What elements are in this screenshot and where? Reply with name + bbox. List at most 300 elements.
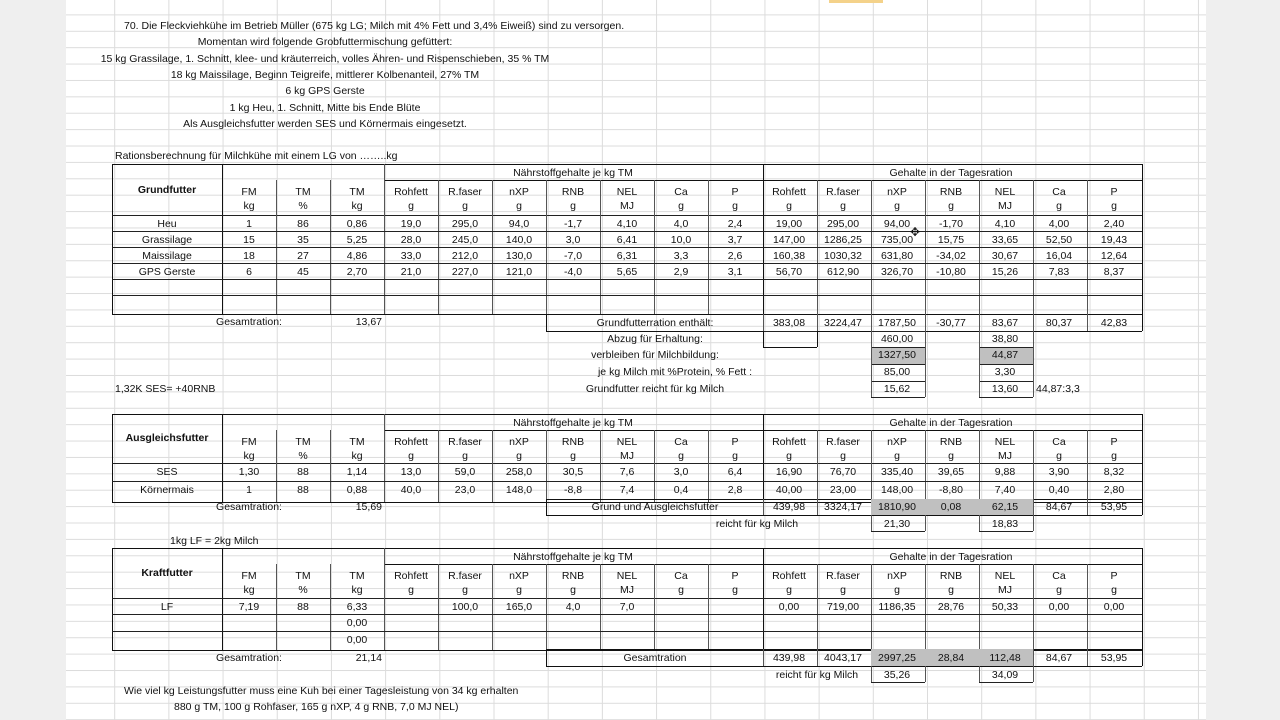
cell-value: 7,83	[1048, 266, 1070, 278]
cell-value: 160,38	[772, 250, 806, 262]
reicht-label: reicht für kg Milch	[775, 669, 859, 681]
ses-note: 1,32K SES= +40RNB	[115, 383, 216, 395]
column-header: R.faser	[826, 436, 860, 448]
table-border	[1033, 499, 1034, 515]
column-unit: g	[516, 450, 522, 462]
cell-value: 23,0	[454, 484, 476, 496]
column-header: Ca	[1052, 186, 1066, 198]
table-border	[112, 414, 1142, 415]
cell-value: 148,0	[505, 484, 533, 496]
table-border	[384, 430, 1142, 431]
cell-value: 94,00	[883, 218, 911, 230]
column-header: Ca	[674, 186, 688, 198]
table-border	[979, 564, 980, 650]
column-unit: g	[948, 450, 954, 462]
feed-name: Grassilage	[141, 234, 193, 246]
column-unit: g	[732, 450, 738, 462]
reicht-nel: 13,60	[991, 383, 1019, 395]
cell-value: 15	[243, 234, 255, 246]
table-border	[492, 430, 493, 502]
column-unit: g	[408, 200, 414, 212]
column-unit: g	[1111, 450, 1117, 462]
cell-value: 18	[243, 250, 255, 262]
column-unit: g	[840, 450, 846, 462]
reicht-label: reicht für kg Milch	[715, 518, 799, 530]
cell-value: 21,0	[400, 266, 422, 278]
cell-value: 612,90	[826, 266, 860, 278]
cell-value: 52,50	[1045, 234, 1073, 246]
table-border	[817, 331, 818, 347]
cell-value: 8,37	[1103, 266, 1125, 278]
intro-line: 6 kg GPS Gerste	[285, 85, 365, 98]
column-unit: g	[894, 450, 900, 462]
intro-line: 70. Die Fleckviehkühe im Betrieb Müller (675 kg LG; Milch mit 4% Fett und 3,4% Eiweiß) sind zu versorgen.	[124, 20, 625, 32]
column-unit: g	[462, 450, 468, 462]
cell-value: 56,70	[775, 266, 803, 278]
table-border	[112, 215, 1142, 216]
reicht-nel: 18,83	[991, 518, 1019, 530]
intro-line: 18 kg Maissilage, Beginn Teigreife, mittlerer Kolbenanteil, 27% TM	[170, 68, 480, 81]
column-unit: g	[840, 200, 846, 212]
sum-value: 4043,17	[824, 652, 862, 664]
table-border	[979, 381, 1033, 382]
column-unit: g	[840, 584, 846, 596]
header-naehrstoff: Nährstoffgehalte je kg TM	[513, 167, 633, 179]
enthaelt-value: 3224,47	[824, 317, 862, 329]
gesamt-tm: 21,14	[355, 652, 382, 664]
column-unit: kg	[243, 200, 255, 212]
section-label: Grundfutter	[137, 184, 197, 196]
right-margin	[1206, 0, 1280, 720]
table-border	[871, 430, 872, 502]
table-border	[979, 364, 1033, 365]
column-unit: g	[462, 584, 468, 596]
table-border	[925, 564, 926, 650]
column-header: NEL	[616, 186, 638, 198]
column-header: nXP	[509, 570, 529, 582]
feed-name: GPS Gerste	[138, 266, 196, 278]
table-border	[1142, 314, 1143, 331]
table-border	[276, 430, 277, 502]
cell-value: 2,80	[1103, 484, 1125, 496]
cell-value: 28,76	[937, 601, 965, 613]
table-border	[925, 666, 926, 682]
column-header: NEL	[994, 436, 1016, 448]
left-margin	[0, 0, 66, 720]
column-header: Ca	[674, 436, 688, 448]
cell-value: 5,65	[616, 266, 638, 278]
jekg-nxp: 85,00	[883, 366, 911, 378]
table-border	[871, 397, 925, 398]
column-unit: kg	[243, 584, 255, 596]
cell-value: 0,00	[1103, 601, 1125, 613]
column-header: P	[731, 436, 739, 448]
cell-value: 631,80	[880, 250, 914, 262]
table-border	[330, 564, 331, 650]
cell-value: 7,0	[619, 601, 635, 613]
feed-name: Heu	[157, 218, 177, 230]
table-border	[222, 548, 223, 650]
table-border	[546, 314, 547, 331]
table-border	[871, 666, 872, 682]
sum-value: 2997,25	[878, 652, 916, 664]
table-border	[1142, 548, 1143, 650]
sum-value: 53,95	[1100, 501, 1128, 513]
gesamt-label: Gesamtration:	[216, 316, 282, 328]
cell-value: 7,40	[994, 484, 1016, 496]
table-border	[763, 331, 764, 347]
table-border	[546, 666, 1142, 667]
sum-value: 112,48	[989, 652, 1021, 664]
cell-value: 326,70	[880, 266, 914, 278]
cell-value: 1186,35	[878, 601, 916, 613]
sum-value: 439,98	[772, 501, 806, 513]
column-unit: g	[1056, 200, 1062, 212]
cell-value: 130,0	[505, 250, 533, 262]
table-border	[1087, 649, 1088, 666]
column-header: Ca	[1052, 570, 1066, 582]
cell-value: 40,0	[400, 484, 422, 496]
cell-value: 227,0	[451, 266, 479, 278]
reicht-nxp: 35,26	[883, 669, 911, 681]
gesamt-label: Gesamtration:	[216, 501, 282, 513]
table-border	[1087, 314, 1088, 331]
cell-value: 4,0	[565, 601, 581, 613]
column-header: RNB	[561, 570, 585, 582]
lf-note: 1kg LF = 2kg Milch	[170, 535, 259, 547]
table-border	[1033, 649, 1034, 666]
cell-value: 13,0	[400, 466, 422, 478]
abzug-label: Abzug für Erhaltung:	[607, 333, 703, 345]
column-header: Ca	[674, 570, 688, 582]
cell-value: 50,33	[991, 601, 1019, 613]
cell-value: 719,00	[826, 601, 860, 613]
column-unit: g	[894, 584, 900, 596]
table-border	[979, 430, 980, 502]
table-border	[1142, 649, 1143, 666]
table-border	[817, 649, 818, 666]
column-unit: g	[1056, 450, 1062, 462]
table-border	[979, 331, 1033, 332]
column-header: P	[1110, 570, 1118, 582]
table-border	[546, 430, 547, 502]
cell-value: 88	[297, 466, 309, 478]
table-border	[1142, 499, 1143, 515]
cell-value: 40,00	[775, 484, 803, 496]
verbleiben-nxp: 1327,50	[878, 349, 916, 361]
table-border	[871, 314, 872, 331]
table-border	[1033, 314, 1034, 331]
cell-value: 4,10	[994, 218, 1016, 230]
table-border	[546, 499, 1142, 500]
column-unit: g	[462, 200, 468, 212]
table-border	[546, 564, 547, 650]
table-border	[708, 564, 709, 650]
table-border	[546, 649, 1142, 650]
cell-value: 5,25	[346, 234, 368, 246]
cell-value: 88	[297, 601, 309, 613]
table-border	[1087, 499, 1088, 515]
table-border	[546, 515, 1142, 516]
column-unit: MJ	[620, 584, 634, 596]
column-header: TM	[349, 570, 365, 582]
column-header: TM	[349, 436, 365, 448]
cell-value: 295,00	[826, 218, 860, 230]
header-naehrstoff: Nährstoffgehalte je kg TM	[513, 417, 633, 429]
cell-value: 295,0	[451, 218, 479, 230]
column-header: TM	[349, 186, 365, 198]
column-unit: g	[894, 200, 900, 212]
cell-value: 1286,25	[824, 234, 862, 246]
footer-question: Wie viel kg Leistungsfutter muss eine Kuh bei einer Tagesleistung von 34 kg erhalten	[124, 685, 519, 697]
table-border	[708, 430, 709, 502]
table-border	[871, 564, 872, 650]
table-border	[763, 314, 764, 331]
table-border	[222, 164, 223, 314]
cell-value: 8,32	[1103, 466, 1125, 478]
cell-value: -1,70	[939, 218, 963, 230]
cell-value: 10,0	[670, 234, 692, 246]
table-border	[979, 531, 1033, 532]
cell-value: 30,5	[562, 466, 584, 478]
cell-value: 4,86	[346, 250, 368, 262]
cell-value: -10,80	[936, 266, 966, 278]
column-unit: g	[948, 200, 954, 212]
cell-value: 6,4	[727, 466, 743, 478]
enthaelt-value: 383,08	[772, 317, 806, 329]
gesamt-tm: 13,67	[355, 316, 382, 328]
reicht-nxp: 21,30	[883, 518, 911, 530]
table-border	[384, 548, 385, 650]
table-border	[1142, 164, 1143, 314]
reicht-nel: 34,09	[991, 669, 1019, 681]
column-header: NEL	[616, 570, 638, 582]
column-unit: MJ	[998, 200, 1012, 212]
cell-value: 59,0	[454, 466, 476, 478]
cell-value: 4,10	[616, 218, 638, 230]
sum-value: 1810,90	[878, 501, 916, 513]
column-header: RNB	[561, 186, 585, 198]
sum-value: 0,08	[940, 501, 962, 513]
cell-value: 19,00	[775, 218, 803, 230]
cell-value: 0,00	[346, 634, 368, 646]
column-header: R.faser	[826, 570, 860, 582]
table-border	[546, 314, 1142, 315]
column-unit: g	[732, 200, 738, 212]
sum-value: 62,15	[991, 501, 1019, 513]
section-label: Ausgleichsfutter	[125, 432, 209, 444]
selected-column-marker	[829, 0, 883, 3]
cell-value: 121,0	[505, 266, 533, 278]
cell-value: 2,70	[346, 266, 368, 278]
column-header: NEL	[994, 570, 1016, 582]
table-border	[112, 295, 1142, 296]
column-unit: g	[732, 584, 738, 596]
sum-label: Grund und Ausgleichsfutter	[591, 501, 719, 513]
column-unit: kg	[351, 200, 363, 212]
sum-value: 439,98	[772, 652, 806, 664]
cell-value: 86	[297, 218, 309, 230]
sum-value: 53,95	[1100, 652, 1128, 664]
cell-value: 100,0	[451, 601, 479, 613]
cell-value: 165,0	[505, 601, 533, 613]
table-border	[871, 515, 872, 531]
column-unit: g	[948, 584, 954, 596]
cell-value: 33,65	[991, 234, 1019, 246]
table-border	[871, 364, 925, 365]
cell-value: 39,65	[937, 466, 965, 478]
cell-value: 0,40	[1048, 484, 1070, 496]
cell-value: 45	[297, 266, 309, 278]
column-unit: MJ	[998, 450, 1012, 462]
column-header: Ca	[1052, 436, 1066, 448]
table-border	[654, 564, 655, 650]
table-border	[112, 631, 1142, 632]
table-border	[112, 247, 1142, 248]
reicht-nxp: 15,62	[883, 383, 911, 395]
sum-value: 84,67	[1045, 501, 1073, 513]
table-border	[112, 598, 1142, 599]
column-unit: kg	[351, 584, 363, 596]
column-unit: MJ	[620, 450, 634, 462]
cell-value: 19,43	[1100, 234, 1128, 246]
column-header: R.faser	[448, 570, 482, 582]
table-border	[384, 564, 1142, 565]
cell-value: 1	[246, 218, 252, 230]
table-border	[871, 381, 925, 382]
cell-value: 2,8	[727, 484, 743, 496]
table-border	[979, 331, 980, 397]
intro-line: Als Ausgleichsfutter werden SES und Körnermais eingesetzt.	[183, 117, 467, 130]
table-border	[112, 614, 1142, 615]
abzug-nel: 38,80	[991, 333, 1019, 345]
column-header: nXP	[509, 436, 529, 448]
header-naehrstoff: Nährstoffgehalte je kg TM	[513, 551, 633, 563]
cell-value: -34,02	[936, 250, 966, 262]
cell-value: 3,90	[1048, 466, 1070, 478]
cell-value: 15,75	[937, 234, 965, 246]
table-border	[817, 564, 818, 650]
table-border	[763, 347, 817, 348]
cell-value: 6	[246, 266, 252, 278]
table-border	[979, 682, 1033, 683]
cell-value: 15,26	[991, 266, 1019, 278]
table-border	[600, 430, 601, 502]
table-border	[384, 414, 385, 502]
cell-value: -8,80	[939, 484, 963, 496]
cell-value: 28,0	[400, 234, 422, 246]
cell-value: 6,41	[616, 234, 638, 246]
cell-value: 4,00	[1048, 218, 1070, 230]
reicht-label: Grundfutter reicht für kg Milch	[585, 383, 725, 395]
table-border	[871, 331, 925, 332]
column-header: P	[731, 570, 739, 582]
column-unit: g	[1056, 584, 1062, 596]
table-border	[979, 397, 1033, 398]
column-unit: g	[516, 584, 522, 596]
table-border	[763, 164, 764, 314]
table-border	[817, 430, 818, 502]
table-border	[763, 649, 764, 666]
feed-name: SES	[156, 466, 178, 478]
cell-value: 30,67	[991, 250, 1019, 262]
column-unit: kg	[243, 450, 255, 462]
cell-value: 7,6	[619, 466, 635, 478]
cell-value: 94,0	[508, 218, 530, 230]
column-header: P	[1110, 436, 1118, 448]
column-header: Rohfett	[394, 436, 428, 448]
column-unit: g	[678, 450, 684, 462]
column-header: FM	[241, 570, 257, 582]
cell-value: 2,40	[1103, 218, 1125, 230]
cell-value: 12,64	[1100, 250, 1128, 262]
table-border	[871, 347, 925, 348]
ratio-note: 44,87:3,3	[1036, 383, 1080, 395]
verbleiben-label: verbleiben für Milchbildung:	[591, 349, 719, 361]
table-border	[1033, 515, 1034, 531]
cell-value: 35	[297, 234, 309, 246]
cell-value: 3,1	[727, 266, 743, 278]
column-unit: g	[570, 584, 576, 596]
table-border	[763, 499, 764, 515]
gesamt-label: Gesamtration:	[216, 652, 282, 664]
table-border	[763, 414, 764, 502]
column-unit: %	[298, 450, 308, 462]
sum-value: 3324,17	[824, 501, 862, 513]
column-header: R.faser	[448, 436, 482, 448]
cell-value: -4,0	[563, 266, 583, 278]
gesamt-tm: 15,69	[355, 501, 382, 513]
column-header: TM	[295, 436, 311, 448]
column-header: nXP	[509, 186, 529, 198]
cell-value: 0,00	[778, 601, 800, 613]
cell-value: 1,14	[346, 466, 368, 478]
footer-values: 880 g TM, 100 g Rohfaser, 165 g nXP, 4 g RNB, 7,0 MJ NEL)	[174, 701, 459, 713]
column-header: nXP	[887, 570, 907, 582]
column-unit: g	[786, 200, 792, 212]
column-unit: g	[408, 584, 414, 596]
table-border	[384, 180, 1142, 181]
feed-name: Körnermais	[140, 484, 194, 496]
column-unit: %	[298, 200, 308, 212]
column-unit: g	[678, 200, 684, 212]
cell-value: 1	[246, 484, 252, 496]
column-header: NEL	[994, 186, 1016, 198]
column-header: Rohfett	[772, 570, 806, 582]
table-border	[112, 263, 1142, 264]
column-header: FM	[241, 186, 257, 198]
cell-value: 9,88	[994, 466, 1016, 478]
column-unit: g	[1111, 200, 1117, 212]
cell-value: -8,8	[563, 484, 583, 496]
table-border	[492, 564, 493, 650]
cell-value: 140,0	[505, 234, 533, 246]
cell-value: 258,0	[505, 466, 533, 478]
table-border	[817, 314, 818, 331]
cell-value: 335,40	[880, 466, 914, 478]
table-border	[925, 314, 926, 331]
cell-value: 2,9	[673, 266, 689, 278]
column-header: P	[731, 186, 739, 198]
column-unit: g	[786, 584, 792, 596]
column-unit: g	[678, 584, 684, 596]
table-border	[112, 548, 1142, 549]
enthaelt-value: 80,37	[1045, 317, 1073, 329]
table-border	[384, 164, 385, 314]
header-gehalte: Gehalte in der Tagesration	[889, 417, 1013, 429]
cell-value: 3,7	[727, 234, 743, 246]
table-border	[925, 331, 926, 397]
